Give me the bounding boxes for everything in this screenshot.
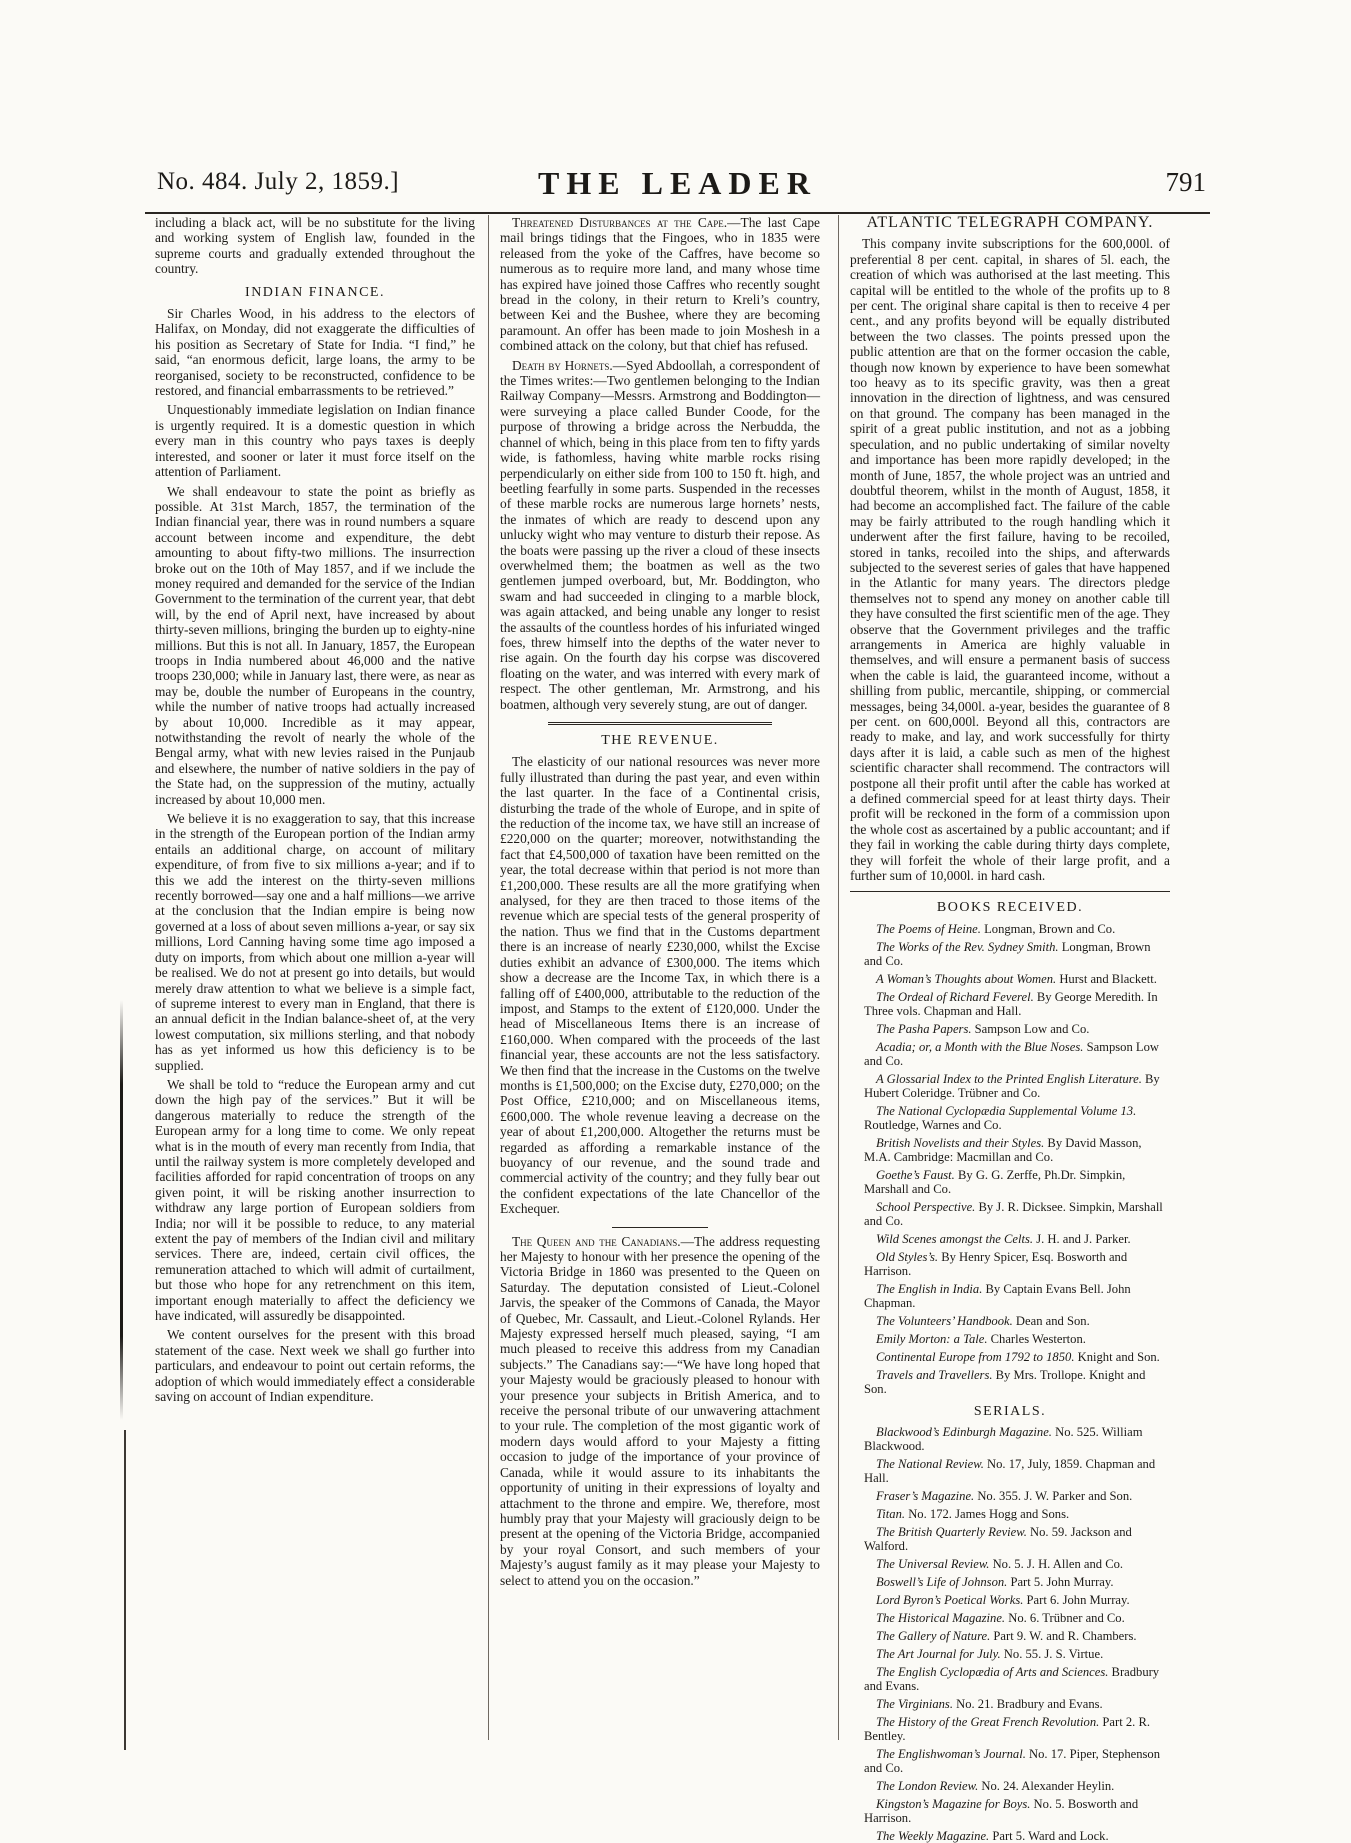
list-item: [850, 1104, 1170, 1132]
item-publisher: No. 525. William Blackwood.: [864, 1425, 1143, 1454]
item-title: The Historical Magazine.: [876, 1611, 1006, 1626]
item-title: The Gallery of Nature.: [876, 1629, 991, 1644]
item-title: Goethe’s Faust.: [876, 1167, 955, 1182]
list-item: [850, 1525, 1170, 1553]
page-edge-shadow: [120, 1000, 123, 1420]
item-title: British Novelists and their Styles.: [876, 1135, 1045, 1150]
news-text: —The address requesting her Majesty to honour with her presence the opening of the Victoria Bridge in 1860 was presented to the Queen on Saturday. The deputation consisted of Lieut.-Colonel Jarvis, the speaker of the Commons of Canada, the Mayor of Quebec, Mr. Cassault, and Lieut.-Colonel Rylands. Her Majesty expressed herself much pleased, saying, “I am much pleased to receive this address from my Canadian subjects.” The Canadians say:—“We have long hoped that your Majesty would be graciously pleased to honour with your presence your subjects in British America, and to receive the personal tribute of our unwavering attachment to your rule. The completion of the most gigantic work of modern days would afford to your Majesty a fitting occasion to judge of the importance of your province of Canada, while it would assure to its inhabitants the opportunity of uniting in their expressions of loyalty and attachment to the throne and empire. We, therefore, most humbly pray that your Majesty will graciously deign to be present at the opening of the Victoria Bridge, accompanied by your royal Consort, and such members of your Majesty’s august family as it may please your Majesty to select to attend you on the occasion.”: [500, 1233, 820, 1588]
item-title: Acadia; or, a Month with the Blue Noses.: [876, 1039, 1084, 1054]
item-title: The National Cyclopædia Supplemental Volume 13.: [876, 1103, 1137, 1118]
item-publisher: By Hubert Coleridge. Trübner and Co.: [864, 1071, 1160, 1100]
list-item: [850, 1779, 1170, 1793]
paragraph: We content ourselves for the present with this broad statement of the case. Next week we shall go further into particulars, and endeavour to point out certain reforms, the adoption of which would immediately effect a considerable saving on account of Indian expenditure.: [155, 1327, 475, 1405]
item-title: Travels and Travellers.: [876, 1367, 993, 1382]
item-title: The Ordeal of Richard Feverel.: [876, 989, 1034, 1004]
page-edge-shadow: [124, 1430, 126, 1750]
section-divider: [612, 1227, 708, 1228]
item-title: The Poems of Heine.: [876, 921, 981, 936]
item-publisher: Bradbury and Evans.: [864, 1665, 1160, 1694]
list-item: [850, 990, 1170, 1018]
list-item: [850, 1489, 1170, 1503]
item-title: Fraser’s Magazine.: [876, 1489, 975, 1504]
item-title: The Weekly Magazine.: [876, 1829, 990, 1843]
run-in-heading: The Queen and the Canadians.: [512, 1233, 681, 1249]
list-item: [850, 1715, 1170, 1743]
news-text: —The last Cape mail brings tidings that the Fingoes, who in 1835 were released from the yoke of the Caffres, have become so numerous as to require more land, and many whose time has expired have joined those Caffres who recently sought bread in the colony, in their return to Kreli’s country, between Kei and the Bushee, where they are becoming paramount. An offer has been made to join Moshesh in a combined attack on the colony, but that chief has refused.: [500, 215, 820, 354]
paragraph: This company invite subscriptions for the 600,000l. of preferential 8 per cent. capital, in shares of 5l. each, the creation of which was authorised at the last meeting. This capital will be entitled to the whole of the profits up to 8 per cent. The original share capital is then to receive 4 per cent., and any profits beyond will be equally distributed between the two classes. The points pressed upon the public attention are that on the former occasion the cable, though now known by experience to have been somewhat too heavy as to its specific gravity, was then a great innovation in the direction of lightness, and was censured on that ground. The company has been managed in the spirit of a great public institution, and not as a jobbing speculation, and no public undertaking of similar novelty and importance has been more rapidly developed; in the month of June, 1857, the whole project was an untried and doubtful theorem, whilst in the month of August, 1858, it had become an accomplished fact. The failure of the cable may be fairly attributed to the rough handling which it underwent after the first failure, having to be recoiled, stored in tanks, recoiled into the ships, and afterwards subjected to the severest series of gales that have happened in the Atlantic for many years. The directors pledge themselves not to spend any money on another cable till they have consulted the first scientific men of the age. They observe that the Government privileges and the traffic arrangements in America are highly valuable in themselves, and will ensure a permanent basis of success when the cable is laid, the guaranteed income, without a shilling from public, mercantile, shipping, or commercial messages, being 34,000l. a-year, besides the guarantee of 8 per cent. on 600,000l. Beyond all this, contractors are ready to make, and lay, and work successfully for thirty days after it is laid, a cable such as men of the highest scientific character shall recommend. The contractors will postpone all their profit until after the cable has worked at a defined commercial speed for at least thirty days. Their profit will be reckoned in the form of a commission upon the whole cost as ascertained by a public accountant; and if they fail in working the cable during thirty days complete, they will forfeit the whole of their large profit, and a further sum of 10,000l. in hard cash.: [850, 236, 1170, 884]
list-item: [850, 1829, 1170, 1843]
list-item: [850, 1250, 1170, 1278]
books-list: [850, 922, 1170, 1396]
item-title: The Virginians.: [876, 1697, 953, 1712]
list-item: [850, 1314, 1170, 1328]
list-item: [850, 1368, 1170, 1396]
serials-heading: SERIALS.: [973, 1403, 1047, 1419]
column-3: [850, 214, 1170, 1843]
item-title: The Pasha Papers.: [876, 1021, 972, 1036]
item-publisher: No. 55. J. S. Virtue.: [1000, 1647, 1104, 1662]
list-item: [850, 1168, 1170, 1196]
item-publisher: No. 5. J. H. Allen and Co.: [989, 1557, 1124, 1572]
list-item: [850, 1507, 1170, 1521]
item-publisher: No. 24. Alexander Heylin.: [978, 1779, 1115, 1794]
item-publisher: No. 17. Piper, Stephenson and Co.: [864, 1747, 1161, 1776]
item-title: The Art Journal for July.: [876, 1647, 1001, 1662]
paragraph: We shall be told to “reduce the European army and cut down the high pay of the services.” But it will be dangerous materially to reduce the strength of the European army for a long time to come. We only repeat what is in the mouth of every man recently from India, that until the railway system is more completely developed and facilities afforded for rapid concentration of troops on any given point, it will be risking another insurrection to withdraw any large portion of European soldiers from India; nor will it be possible to reduce, to any material extent the pay of members of the Indian civil and military services. There are, indeed, certain civil offices, the remuneration attached to which will admit of curtailment, but those who hope for any retrenchment on this item, important enough materially to affect the deficiency we have indicated, will assuredly be disappointed.: [155, 1076, 475, 1324]
item-publisher: Part 5. John Murray.: [1007, 1575, 1114, 1590]
item-publisher: By G. G. Zerffe, Ph.Dr. Simpkin, Marshall and Co.: [864, 1167, 1126, 1196]
page-number: 791: [1165, 167, 1206, 197]
item-title: The National Review.: [876, 1457, 984, 1472]
item-publisher: By George Meredith. In Three vols. Chapman and Hall.: [864, 989, 1158, 1018]
paragraph: Sir Charles Wood, in his address to the electors of Halifax, on Monday, did not exaggerate the difficulties of his position as Secretary of State for India. “I find,” he said, “an enormous deficit, large loans, the army to be reorganised, society to be reconstructed, confidence to be restored, and financial embarrassments to be retrieved.”: [155, 306, 475, 399]
list-item: [850, 1457, 1170, 1485]
list-item: [850, 1040, 1170, 1068]
article-continuation: including a black act, will be no substitute for the living and working system of English law, founded in the supreme courts and gradually extended throughout the country.: [155, 215, 475, 277]
list-item: [850, 1593, 1170, 1607]
paragraph: Unquestionably immediate legislation on Indian finance is urgently required. It is a domestic question in which every man in this country who pays taxes is deeply interested, and sooner or later it must force itself on the attention of Parliament.: [155, 402, 475, 480]
list-item: [850, 1575, 1170, 1589]
column-1: [155, 215, 475, 1740]
item-publisher: Part 5. Ward and Lock.: [989, 1829, 1109, 1843]
item-title: The Works of the Rev. Sydney Smith.: [876, 939, 1059, 954]
item-publisher: Dean and Son.: [1012, 1313, 1090, 1328]
item-publisher: No. 172. James Hogg and Sons.: [905, 1507, 1070, 1522]
books-heading: BOOKS RECEIVED.: [936, 900, 1084, 916]
serials-list: [850, 1425, 1170, 1843]
item-publisher: Knight and Son.: [1074, 1349, 1160, 1364]
item-publisher: By David Masson, M.A. Cambridge: Macmillan and Co.: [864, 1135, 1142, 1164]
item-title: School Perspective.: [876, 1199, 976, 1214]
item-publisher: Longman, Brown and Co.: [980, 921, 1116, 936]
item-title: The Volunteers’ Handbook.: [876, 1313, 1013, 1328]
item-publisher: Part 9. W. and R. Chambers.: [990, 1629, 1137, 1644]
item-publisher: By J. R. Dicksee. Simpkin, Marshall and Co.: [864, 1199, 1163, 1228]
item-publisher: No. 17, July, 1859. Chapman and Hall.: [864, 1457, 1156, 1486]
list-item: [850, 1072, 1170, 1100]
item-publisher: Part 2. R. Bentley.: [864, 1715, 1150, 1744]
column-rule: [838, 215, 839, 1740]
paragraph: The elasticity of our national resources was never more fully illustrated than during the past year, and even within the last quarter. In the face of a Continental crisis, disturbing the trade of the whole of Europe, and in spite of the reduction of the income tax, we have still an increase of £220,000 on the quarter; moreover, notwithstanding the fact that £4,500,000 of taxation have been remitted on the year, the total decrease within that period is not more than £1,200,000. These results are all the more gratifying when analysed, for they are then traced to those items of the revenue which are special tests of the general prosperity of the nation. Thus we find that in the Customs department there is an increase of nearly £230,000, whilst the Excise duties exhibit an advance of £300,000. The items which show a decrease are the Income Tax, in which there is a falling off of £400,000, attributable to the reduction of the impost, and Stamps to the extent of £120,000. Under the head of Miscellaneous Items there is an increase of £160,000. When compared with the proceeds of the last financial year, these accounts are not the less satisfactory. We then find that the increase in the Customs on the twelve months is £1,500,000; on the Excise duty, £270,000; on the Post Office, £210,000; and on Miscellaneous items, £600,000. The whole revenue leaving a decrease on the year of about £1,200,000. Altogether the returns must be regarded as affording a remarkable instance of the buoyancy of our revenue, and the sound trade and commercial activity of the country; and they fully bear out the confident expectations of the late Chancellor of the Exchequer.: [500, 754, 820, 1217]
item-publisher: By Mrs. Trollope. Knight and Son.: [864, 1367, 1146, 1396]
item-publisher: Part 6. John Murray.: [1023, 1593, 1130, 1608]
item-title: Lord Byron’s Poetical Works.: [876, 1593, 1024, 1608]
item-publisher: Longman, Brown and Co.: [864, 939, 1151, 968]
newspaper-title: THE LEADER: [538, 165, 817, 201]
item-title: Wild Scenes amongst the Celts.: [876, 1231, 1034, 1246]
news-item: [500, 358, 820, 712]
list-item: [850, 1350, 1170, 1364]
list-item: [850, 1425, 1170, 1453]
item-title: Old Styles’s.: [876, 1249, 939, 1264]
masthead: [145, 160, 1210, 214]
list-item: [850, 940, 1170, 968]
item-publisher: Hurst and Blackett.: [1056, 971, 1157, 986]
item-publisher: No. 21. Bradbury and Evans.: [952, 1697, 1103, 1712]
item-title: A Woman’s Thoughts about Women.: [876, 971, 1057, 986]
list-item: [850, 1136, 1170, 1164]
item-publisher: Charles Westerton.: [987, 1331, 1086, 1346]
list-item: [850, 1629, 1170, 1643]
list-item: [850, 1332, 1170, 1346]
paragraph: We believe it is no exaggeration to say, that this increase in the strength of the European portion of the Indian army entails an additional charge, on account of military expenditure, of from five to six millions a-year; and if to this we add the interest on the thirty-seven millions recently borrowed—say one and a half millions—we arrive at the conclusion that the Indian empire is being now governed at a loss of about seven millions a-year, or say six millions, Lord Canning having some time ago imposed a duty on imports, from which about one million a-year will be realised. We do not at present go into details, but would merely draw attention to what we believe is a simple fact, of supreme interest to every man in England, that there is an annual deficit in the Indian balance-sheet of, at the very lowest computation, six millions sterling, and that nobody has as yet informed us how this deficiency is to be supplied.: [155, 811, 475, 1073]
item-publisher: No. 6. Trübner and Co.: [1005, 1611, 1125, 1626]
section-divider: [850, 891, 1170, 892]
list-item: [850, 1557, 1170, 1571]
item-publisher: By Henry Spicer, Esq. Bosworth and Harrison.: [864, 1249, 1128, 1278]
list-item: [850, 1232, 1170, 1246]
item-title: The British Quarterly Review.: [876, 1525, 1027, 1540]
list-item: [850, 1647, 1170, 1661]
list-item: [850, 1200, 1170, 1228]
list-item: [850, 1611, 1170, 1625]
run-in-heading: Threatened Disturbances at the Cape.: [512, 215, 728, 230]
section-heading: THE REVENUE.: [601, 733, 719, 748]
item-title: The English in India.: [876, 1281, 983, 1296]
item-title: Blackwood’s Edinburgh Magazine.: [876, 1425, 1052, 1440]
list-item: [850, 1747, 1170, 1775]
item-publisher: No. 355. J. W. Parker and Son.: [974, 1489, 1133, 1504]
paragraph: We shall endeavour to state the point as briefly as possible. At 31st March, 1857, the termination of the Indian financial year, there was in round numbers a square account between income and expenditure, the debt amounting to about fifty-two millions. The insurrection broke out on the 10th of May 1857, and if we include the money required and demanded for the service of the Indian Government to the termination of the current year, that debt will, by the end of April next, have increased by about thirty-seven millions, bringing the burden up to eighty-nine millions. But this is not all. In January, 1857, the European troops in India numbered about 46,000 and the native troops 230,000; while in January last, there were, as near as may be, double the number of Europeans in the country, while the number of native troops had actually increased by about 10,000. Incredible as it may appear, notwithstanding the revolt of nearly the whole of the Bengal army, what with new levies raised in the Punjaub and elsewhere, the number of native soldiers in the pay of the State had, on the suppression of the mutiny, actually increased by about 10,000 men.: [155, 483, 475, 807]
list-item: [850, 1665, 1170, 1693]
news-item: [500, 1234, 820, 1588]
item-title: The English Cyclopædia of Arts and Sciences.: [876, 1665, 1109, 1680]
item-publisher: Sampson Low and Co.: [971, 1021, 1090, 1036]
item-title: Continental Europe from 1792 to 1850.: [876, 1349, 1075, 1364]
column-rule: [488, 215, 489, 1740]
item-title: The Universal Review.: [876, 1557, 990, 1572]
item-publisher: No. 59. Jackson and Walford.: [864, 1525, 1132, 1554]
item-publisher: Sampson Low and Co.: [864, 1039, 1159, 1068]
item-title: Boswell’s Life of Johnson.: [876, 1575, 1008, 1590]
run-in-heading: Death by Hornets.: [512, 357, 613, 373]
section-divider: [548, 722, 772, 725]
section-heading: ATLANTIC TELEGRAPH COMPANY.: [866, 214, 1154, 231]
list-item: [850, 1797, 1170, 1825]
item-publisher: Routledge, Warnes and Co.: [864, 1117, 1002, 1132]
list-item: [850, 1697, 1170, 1711]
item-title: The London Review.: [876, 1779, 979, 1794]
section-heading: INDIAN FINANCE.: [245, 284, 385, 300]
item-publisher: By Captain Evans Bell. John Chapman.: [864, 1281, 1131, 1310]
item-publisher: J. H. and J. Parker.: [1033, 1231, 1131, 1246]
news-item: [500, 215, 820, 354]
item-title: Emily Morton: a Tale.: [876, 1331, 988, 1346]
list-item: [850, 1022, 1170, 1036]
column-2: [500, 215, 820, 1740]
list-item: [850, 972, 1170, 986]
list-item: [850, 1282, 1170, 1310]
item-title: Titan.: [876, 1507, 906, 1522]
news-text: —Syed Abdoollah, a correspondent of the Times writes:—Two gentlemen belonging to the Indian Railway Company—Messrs. Armstrong and Boddington—were surveying a place called Bunder Coode, for the purpose of throwing a bridge across the Nerbudda, the channel of which, being in this place from ten to fifty yards wide, is fathomless, having white marble rocks rising perpendicularly on either side from 100 to 150 ft. high, and beetling fearfully in some parts. Suspended in the recesses of these marble rocks are numerous large hornets’ nests, the inmates of which are ready to descend upon any unlucky wight who may venture to disturb their repose. As the boats were passing up the river a cloud of these insects overwhelmed them; the boatmen as well as the two gentlemen jumped overboard, but, Mr. Boddington, who swam and had succeeded in clinging to a marble block, was again attacked, and being unable any longer to resist the assaults of the countless hordes of his infuriated winged foes, threw himself into the depths of the water never to rise again. On the fourth day his corpse was discovered floating on the water, and was interred with every mark of respect. The other gentleman, Mr. Armstrong, and his boatmen, although very severely stung, are out of danger.: [500, 357, 820, 712]
item-title: Kingston’s Magazine for Boys.: [876, 1797, 1031, 1812]
list-item: [850, 922, 1170, 936]
item-title: The History of the Great French Revolution.: [876, 1715, 1100, 1730]
issue-date: No. 484. July 2, 1859.]: [157, 168, 400, 195]
item-title: The Englishwoman’s Journal.: [876, 1747, 1026, 1762]
item-title: A Glossarial Index to the Printed English Literature.: [876, 1071, 1142, 1086]
item-publisher: No. 5. Bosworth and Harrison.: [864, 1797, 1139, 1826]
